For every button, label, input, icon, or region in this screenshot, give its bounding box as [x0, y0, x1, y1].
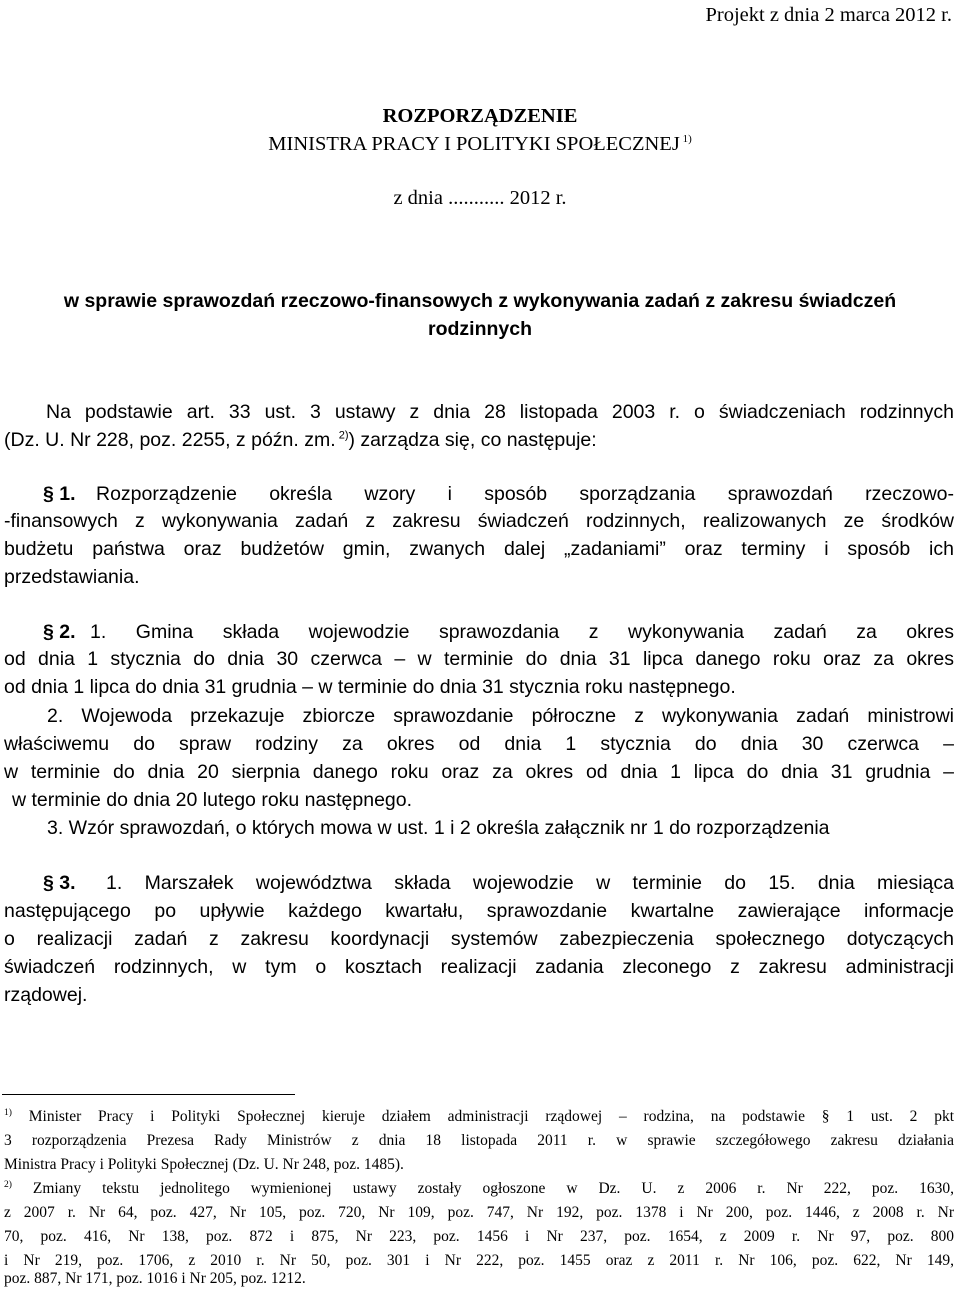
- footnote-ref-1: 1): [682, 133, 692, 146]
- section-1-line-3: budżetu państwa oraz budżetów gmin, zwanych dalej „zadaniami” oraz terminy i sposób ich: [4, 538, 954, 560]
- footnote-2-marker: 2): [4, 1179, 12, 1190]
- footnote-2-line-5: poz. 887, Nr 171, poz. 1016 i Nr 205, poz. 1212.: [4, 1270, 306, 1287]
- issue-date: z dnia ........... 2012 r.: [393, 187, 567, 209]
- section-3-line-4: świadczeń rodzinnych, w tym o kosztach realizacji zadania zleconego z zakresu administracji: [4, 956, 954, 978]
- section-1-line-1: Rozporządzenie określa wzory i sposób sporządzania sprawozdań rzeczowo-: [96, 483, 954, 505]
- section-2-para-1-line-1: 1. Gmina składa wojewodzie sprawozdania z wykonywania zadań za okres: [90, 621, 954, 643]
- subject-line-1: w sprawie sprawozdań rzeczowo-finansowych z wykonywania zadań z zakresu świadczeń: [63, 290, 897, 312]
- footnote-1-line-2: 3 rozporządzenia Prezesa Rady Ministrów z dnia 18 listopada 2011 r. w sprawie szczegółowego zakresu działania: [4, 1132, 954, 1149]
- document-type-heading: ROZPORZĄDZENIE: [382, 105, 578, 127]
- section-2-para-2-line-1: 2. Wojewoda przekazuje zbiorcze sprawozdanie półroczne z wykonywania zadań ministrowi: [47, 705, 954, 727]
- footnote-1-marker: 1): [4, 1107, 12, 1118]
- section-3-line-1: 1. Marszałek województwa składa wojewodzie w terminie do 15. dnia miesiąca: [106, 872, 954, 894]
- section-3-line-2: następującego po upływie każdego kwartału, sprawozdanie kwartalne zawierające informacje: [4, 900, 954, 922]
- section-1-line-2: -finansowych z wykonywania zadań z zakresu świadczeń rodzinnych, realizowanych ze środków: [4, 510, 954, 532]
- enacting-formula: ) zarządza się, co następuje:: [348, 429, 597, 451]
- footnote-2-line-1: $^{2)}$ Zmiany tekstu jednolitego wymienionej ustawy zostały ogłoszone w Dz. U. z 2006 r. Nr 222, poz. 1630,: [4, 1179, 954, 1197]
- footnote-separator: [2, 1094, 295, 1095]
- issuer-name: MINISTRA PRACY I POLITYKI SPOŁECZNEJ: [268, 133, 680, 155]
- section-2-para-1-line-3: od dnia 1 lipca do dnia 31 grudnia – w terminie do dnia 31 stycznia roku następnego.: [4, 676, 736, 698]
- section-2-para-2-line-4: w terminie do dnia 20 lutego roku następnego.: [12, 789, 413, 811]
- footnote-1-line-3: Ministra Pracy i Polityki Społecznej (Dz. U. Nr 248, poz. 1485).: [4, 1156, 404, 1173]
- project-date-note: Projekt z dnia 2 marca 2012 r.: [705, 4, 952, 26]
- footnote-2-line-3: 70, poz. 416, Nr 138, poz. 872 i 875, Nr 223, poz. 1456 i Nr 237, poz. 1654, z 2009 r. Nr 97, poz. 800: [4, 1228, 954, 1245]
- section-3-line-5: rządowej.: [4, 984, 88, 1006]
- section-2-para-2-line-3: w terminie do dnia 20 sierpnia danego roku oraz za okres od dnia 1 lipca do dnia 31 grudnia –: [4, 761, 954, 783]
- issuer-heading: [0, 131, 960, 157]
- preamble-line-1: Na podstawie art. 33 ust. 3 ustawy z dnia 28 listopada 2003 r. o świadczeniach rodzinnych: [46, 401, 954, 423]
- footnote-1-line-1: $^{1)}$ Minister Pracy i Polityki Społecznej kieruje działem administracji rządowej – rodzina, na podstawie § 1 ust. 2 pkt: [4, 1107, 955, 1125]
- subject-line-2: rodzinnych: [427, 318, 532, 340]
- footnote-2-line-2: z 2007 r. Nr 64, poz. 427, Nr 105, poz. 720, Nr 109, poz. 747, Nr 192, poz. 1378 i Nr 200, poz. 1446, z 2008 r. Nr: [4, 1204, 954, 1221]
- footnote-ref-2: 2): [338, 429, 349, 442]
- section-3-line-3: o realizacji zadań z zakresu koordynacji systemów zabezpieczenia społecznego dotyczących: [4, 928, 954, 950]
- legal-basis-citation: (Dz. U. Nr 228, poz. 2255, z późn. zm.: [4, 429, 336, 451]
- section-2-para-1-line-2: od dnia 1 stycznia do dnia 30 czerwca – w terminie do dnia 31 lipca danego roku oraz za okres: [4, 648, 954, 670]
- section-2-para-2-line-2: właściwemu do spraw rodziny za okres od dnia 1 stycznia do dnia 30 czerwca –: [4, 733, 954, 755]
- section-1-mark: § 1.: [43, 483, 76, 505]
- preamble-line-2: [4, 427, 597, 453]
- footnote-2-line-4: i Nr 219, poz. 1706, z 2010 r. Nr 50, poz. 301 i Nr 222, poz. 1455 oraz z 2011 r. Nr 106, poz. 622, Nr 149,: [4, 1252, 954, 1269]
- section-3-mark: § 3.: [43, 872, 76, 894]
- section-2-para-3-line-1: 3. Wzór sprawozdań, o których mowa w ust. 1 i 2 określa załącznik nr 1 do rozporządzenia: [47, 817, 830, 839]
- section-2-mark: § 2.: [43, 621, 76, 643]
- section-1-line-4: przedstawiania.: [4, 566, 140, 588]
